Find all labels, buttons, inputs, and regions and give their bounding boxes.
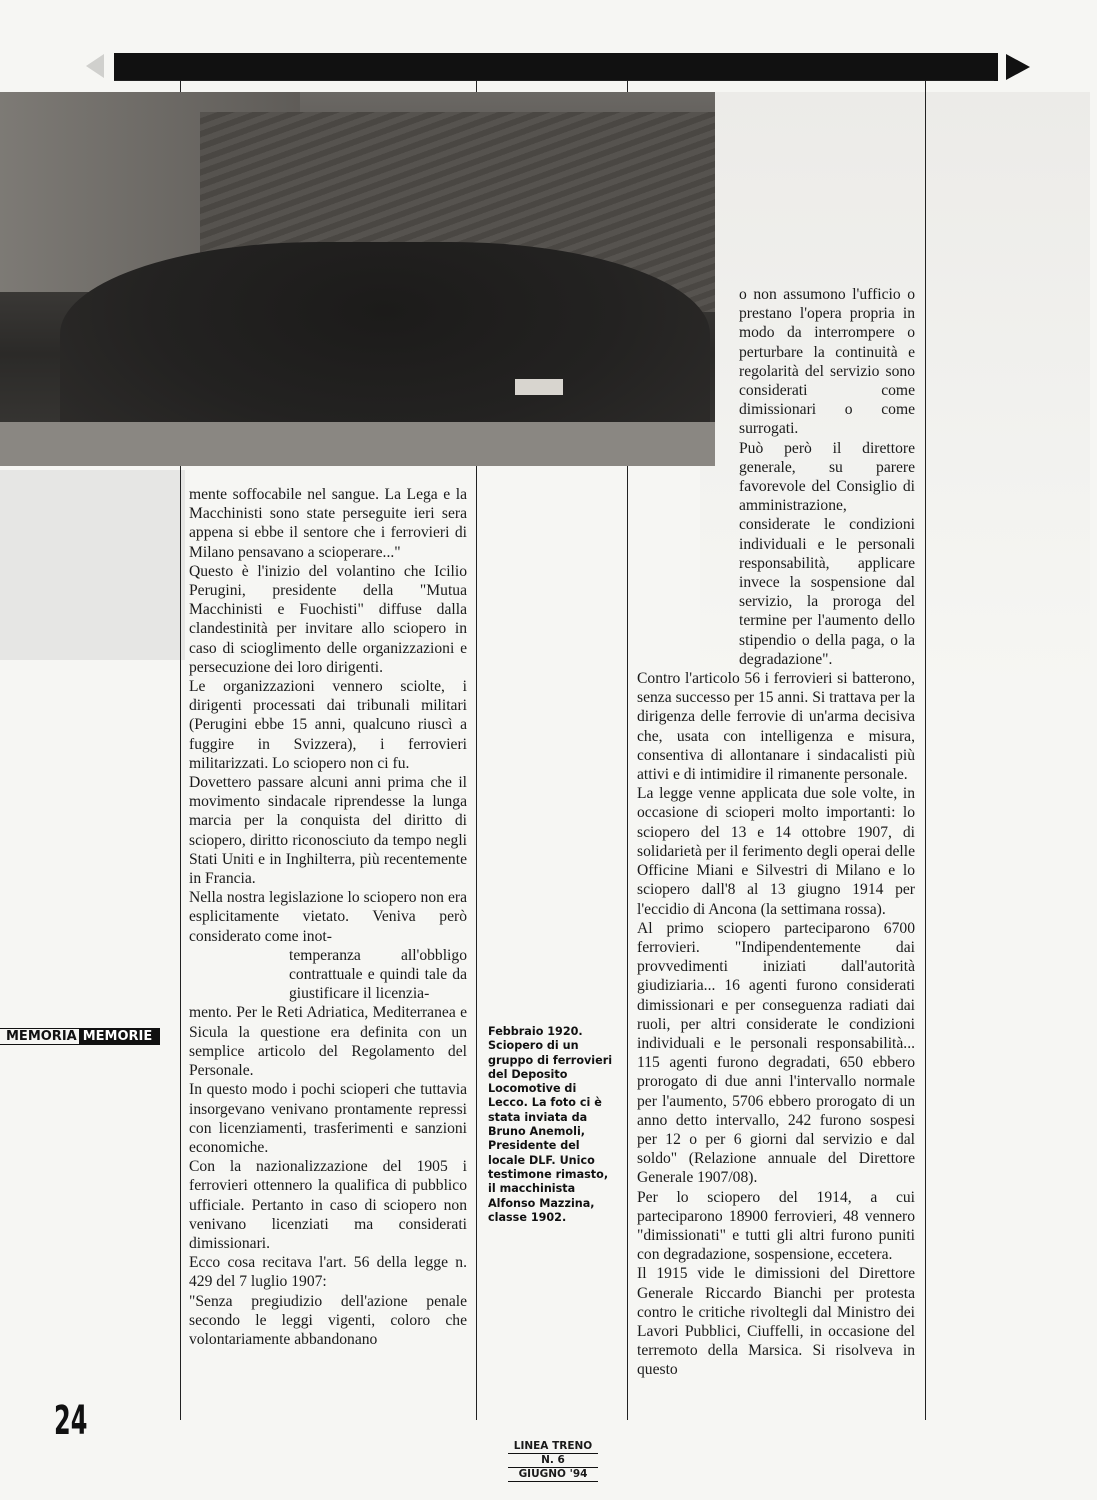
paragraph: Può però il direttore generale, su parere favorevole del Consiglio di amministrazione, considerate le condizioni individuali e le personali responsabilità, applicare invece la sospensione dal servizio, la proroga del termine per l'aumento dello stipendio o della paga, o la degradazione". <box>739 439 915 668</box>
paragraph: o non assumono l'ufficio o prestano l'opera propria in modo da interrompere o perturbare la continuità e regolarità del servizio sono considerati come dimissionari o come surrogati. <box>739 286 915 438</box>
photo-ground <box>0 422 715 466</box>
paragraph: mento. Per le Reti Adriatica, Mediterranea e Sicula la questione era definita con un semplice articolo del Regolamento del Personale. <box>189 1004 467 1080</box>
paragraph: Con la nazionalizzazione del 1905 i ferrovieri ottennero la qualifica di pubblico ufficiale. Pertanto in caso di sciopero non venivano licenziati ma considerati dimissionari. <box>189 1158 467 1252</box>
column-rule <box>925 80 926 1420</box>
footer-publication: LINEA TRENO <box>508 1440 598 1454</box>
paragraph: La legge venne applicata due sole volte, in occasione di scioperi molto importanti: lo sciopero del 13 e 14 ottobre 1907, di solidarietà per il ferimento degli operai delle Officine Miani e Silvestri di Milano e lo sciopero dall'8 al 13 giugno 1914 per l'eccidio di Ancona (la settimana rossa). <box>637 785 915 918</box>
photo-sign <box>515 379 563 395</box>
right-arrow-ornament <box>1006 54 1030 80</box>
paragraph-indented: temperanza all'obbligo contrattuale e quindi tale da giustificare il licenzia- <box>289 946 467 1003</box>
paragraph: Contro l'articolo 56 i ferrovieri si batterono, senza successo per 15 anni. Si trattava per la dirigenza delle ferrovie di un'arma decisiva che, usata con intelligenza e misura, consentiva di allontanare i sindacalisti più attivi e di intimidire il rimanente personale. <box>637 670 915 784</box>
paragraph: "Senza pregiudizio dell'azione penale secondo le leggi vigenti, coloro che volontariamente abbandonano <box>189 1292 467 1348</box>
section-label-memorie: MEMORIE <box>79 1028 161 1045</box>
paragraph: Al primo sciopero parteciparono 6700 ferrovieri. "Indipendentemente dai provvedimenti iniziati dall'autorità giudiziaria... 16 agenti furono considerati dimissionari e per conseguenza radiati dai ruoli, per altri considerate le condizioni individuali e le personali responsabilità... 115 agenti furono degradati, 650 ebbero prorogato di due anni l'intervallo normale per l'aumento, 5706 ebbero prorogato di un anno detto intervallo, 242 furono sospesi per 12 o per 6 giorni dal servizio e dal soldo" (Relazione annuale del Direttore Generale 1907/08). <box>637 919 915 1187</box>
group-photo <box>0 92 715 466</box>
paragraph: Per lo sciopero del 1914, a cui parteciparono 18900 ferrovieri, 48 vennero "dimissionati" e tutti gli altri furono puniti con degradazione, sospensione, eccetera. <box>637 1188 915 1264</box>
paragraph: Ecco cosa recitava l'art. 56 della legge n. 429 del 7 luglio 1907: <box>189 1254 467 1291</box>
paragraph: In questo modo i pochi scioperi che tuttavia insorgevano venivano prontamente repressi con licenziamenti, trasferimenti e sanzioni economiche. <box>189 1081 467 1156</box>
section-label-memoria: MEMORIA <box>0 1028 79 1045</box>
paragraph: Il 1915 vide le dimissioni del Direttore Generale Riccardo Bianchi per protesta contro le critiche rivoltegli dal Ministro dei Lavori Pubblici, Ciuffelli, in occasione del terremoto della Marsica. Si risolveva in questo <box>637 1265 915 1379</box>
paragraph: Le organizzazioni vennero sciolte, i dirigenti processati dai tribunali militari (Perugini ebbe 15 anni, qualcuno riuscì a fuggire in Svizzera), i ferrovieri militarizzati. Lo sciopero non ci fu. <box>189 678 467 772</box>
page-number: 24 <box>54 1398 88 1444</box>
paragraph: mente soffocabile nel sangue. La Lega e la Macchinisti sono state perseguite ieri sera appena si ebbe il sentore che i ferrovieri di Milano pensavano a scioperare..." <box>189 486 467 561</box>
section-label <box>0 1028 160 1045</box>
article-column-right <box>637 285 915 1380</box>
left-arrow-ornament <box>86 54 104 78</box>
paragraph: Dovettero passare alcuni anni prima che il movimento sindacale riprendesse la lunga marcia per la conquista del diritto di sciopero, diritto riconosciuto da tempo negli Stati Uniti e in Inghilterra, più recentemente in Francia. <box>189 774 467 888</box>
photo-caption: Febbraio 1920. Sciopero di un gruppo di ferrovieri del Deposito Locomotive di Lecco. La foto ci è stata inviata da Bruno Anemoli, Presidente del locale DLF. Unico testimone rimasto, il macchinista Alfonso Mazzina, classe 1902. <box>488 1025 613 1224</box>
right-column-top-block <box>637 285 915 669</box>
row-rule <box>114 80 994 81</box>
footer-masthead <box>508 1440 598 1482</box>
article-column-left <box>189 485 467 1349</box>
paragraph: Questo è l'inizio del volantino che Icilio Perugini, presidente della "Mutua Macchinisti e Fuochisti" diffuse dalla clandestinità per invitare allo sciopero in caso di scioglimento delle organizzazioni e persecuzione dei loro dirigenti. <box>189 562 467 676</box>
footer-issue: N. 6 <box>508 1454 598 1468</box>
footer-date: GIUGNO '94 <box>508 1468 598 1482</box>
background-gray-band <box>0 470 185 660</box>
header-bar <box>114 53 998 81</box>
paragraph: Nella nostra legislazione lo sciopero non era esplicitamente vietato. Veniva però considerato come inot- <box>189 889 467 945</box>
